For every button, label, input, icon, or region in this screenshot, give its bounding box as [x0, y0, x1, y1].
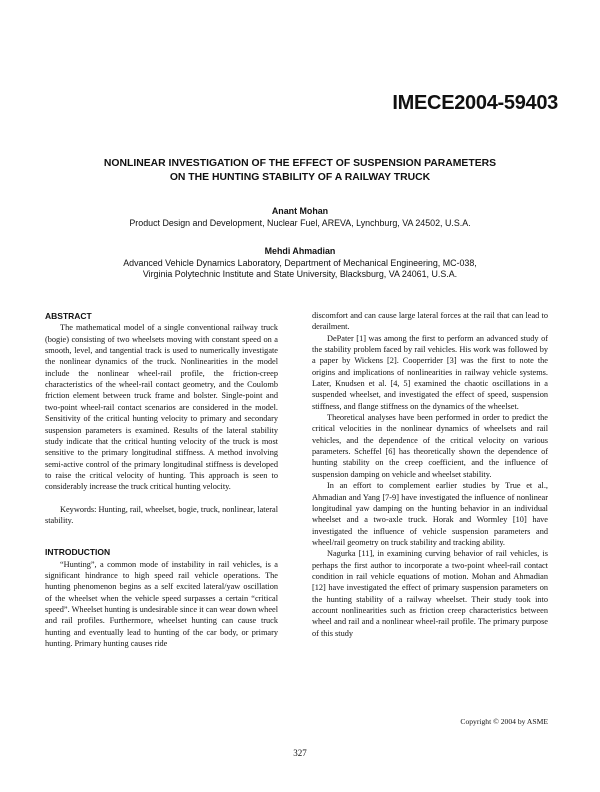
- title-line-2: ON THE HUNTING STABILITY OF A RAILWAY TRUCK: [169, 172, 431, 183]
- author-affiliation: Virginia Polytechnic Institute and State University, Blacksburg, VA 24061, U.S.A.: [142, 269, 458, 279]
- abstract-text: The mathematical model of a single conventional railway truck (bogie) consisting of two wheelsets moving with constant speed on a smooth, level, and tangential track is used to numerically investigate the nonlinear dynamics of the truck. Nonlinearities in the model include the nonlinear wheel-rail profile, the friction-creep characteristics of the wheel-rail contact geometry, and the Coulomb friction element between truck frame and bolster. Single-point and two-point wheel-rail contact scenarios are considered in the model. Sensitivity of the critical hunting velocity to primary and secondary suspension parameters is examined. Results of the lateral stability study indicate that the critical hunting velocity of the truck is most sensitive to the primary longitudinal stiffness. A method involving semi-active control of the primary longitudinal stiffness is developed to raise the critical velocity of hunting. This approach is seen to considerably increase the truck critical hunting velocity.: [45, 323, 278, 492]
- introduction-paragraph: Nagurka [11], in examining curving behavior of rail vehicles, is perhaps the first author to incorporate a two-point wheel-rail contact condition in rail vehicle equations of motion. Mohan and Ahmadian [12] have investigated the effect of primary suspension parameters on the hunting stability of a railway wheelset. Their study took into account nonlinearities such as friction creep characteristics between wheel and rail and a nonlinear wheel-rail profile. The primary purpose of this study: [312, 549, 548, 638]
- left-column: [45, 311, 278, 649]
- author-affiliation: Product Design and Development, Nuclear Fuel, AREVA, Lynchburg, VA 24502, U.S.A.: [129, 217, 471, 228]
- introduction-text: “Hunting”, a common mode of instability in rail vehicles, is a significant hindrance to high speed rail vehicle operations. The hunting phenomenon begins as a self excited lateral/yaw oscillation of the wheelset when the vehicle speed surpasses a certain “critical speed”. Wheelset hunting is undesirable since it can wear down wheel and rail profiles. Furthermore, wheelset hunting can cause truck hunting and eventually lead to hunting of the car body, or primary hunting. Primary hunting causes ride: [45, 559, 278, 649]
- copyright-notice: Copyright © 2004 by ASME: [460, 717, 548, 726]
- introduction-paragraph: DePater [1] was among the first to perform an advanced study of the stability problem faced by rail vehicles. His work was followed by a paper by Wickens [2]. Cooperrider [3] was the first to note the origins and implications of nonlinearities in railway vehicle systems. Later, Knudsen et al. [4, 5] examined the chaotic oscillations in a suspended wheelset, and investigated the effect of speed, suspension stiffness, and flange stiffness on the dynamics of the wheelset.: [312, 333, 548, 411]
- author-name: Mehdi Ahmadian: [264, 246, 336, 256]
- keywords: Keywords: Hunting, rail, wheelset, bogie, truck, nonlinear, lateral stability.: [45, 504, 278, 525]
- author-affiliation: Advanced Vehicle Dynamics Laboratory, Department of Mechanical Engineering, MC-038,: [123, 257, 477, 268]
- introduction-heading: INTRODUCTION: [45, 547, 111, 558]
- right-column: [312, 310, 548, 639]
- paper-id: IMECE2004-59403: [392, 92, 558, 114]
- page-number: 327: [293, 748, 307, 758]
- title-line-1: NONLINEAR INVESTIGATION OF THE EFFECT OF SUSPENSION PARAMETERS: [103, 158, 497, 169]
- author-block: [40, 206, 560, 281]
- author-name: Anant Mohan: [271, 206, 329, 216]
- introduction-paragraph: discomfort and can cause large lateral forces at the rail that can lead to derailment.: [312, 311, 548, 332]
- paper-title: [40, 157, 560, 185]
- introduction-paragraph: Theoretical analyses have been performed in order to predict the critical velocities in the nonlinear dynamics of wheelsets and rail vehicles, and the dependence of the critical velocity on various parameters. Scheffel [6] has theoretically shown the dependence of hunting stability on the creep coefficient, and the influence of suspension damping on vehicle and wheelset stability.: [312, 413, 548, 479]
- abstract-heading: ABSTRACT: [45, 311, 92, 321]
- introduction-paragraph: In an effort to complement earlier studies by True et al., Ahmadian and Yang [7-9] have investigated the influence of nonlinear longitudinal yaw damping on the hunting behavior in an individual wheelset and a two-axle truck. Horak and Wormley [10] have investigated the influence of vehicle suspension parameters and wheel/rail geometry on truck stability and tracking ability.: [312, 481, 548, 547]
